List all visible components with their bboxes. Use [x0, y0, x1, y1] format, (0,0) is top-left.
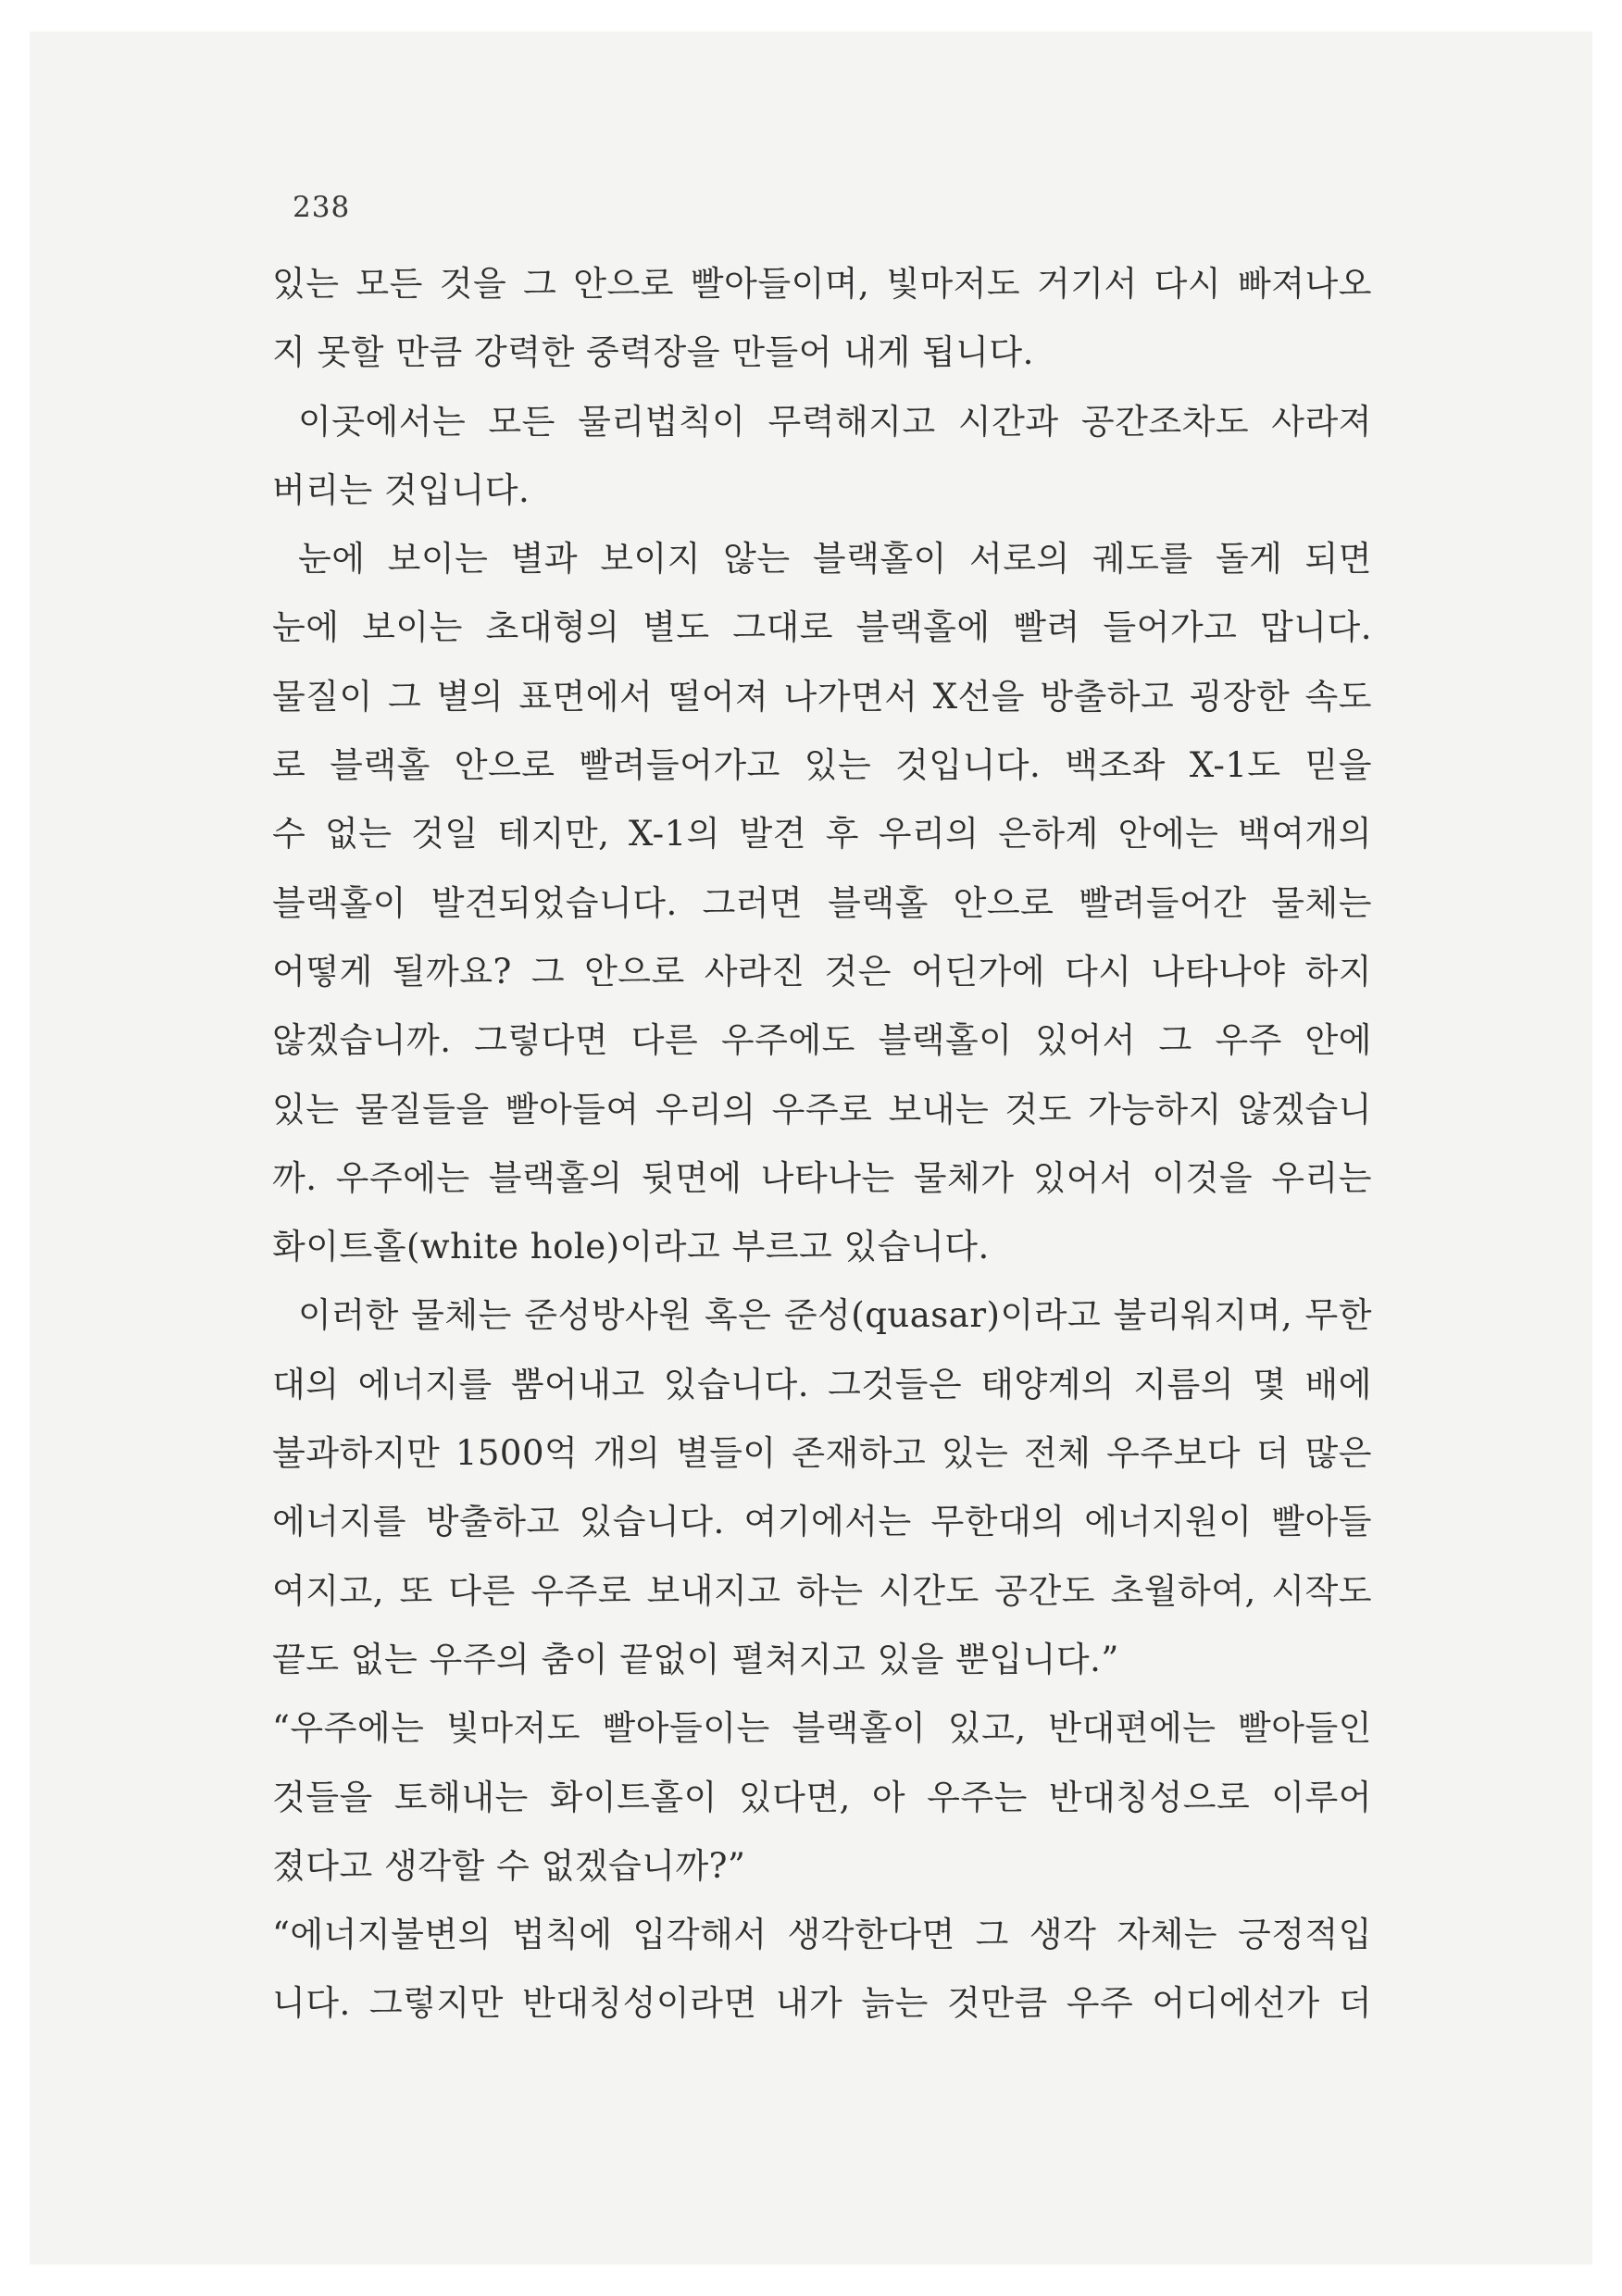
text-line: 블랙홀이 발견되었습니다. 그러면 블랙홀 안으로 빨려들어간 물체는: [272, 882, 1372, 923]
text-line: 대의 에너지를 뿜어내고 있습니다. 그것들은 태양계의 지름의 몇 배에: [272, 1364, 1372, 1404]
text-line: “우주에는 빛마저도 빨아들이는 블랙홀이 있고, 반대편에는 빨아들인: [272, 1708, 1372, 1749]
text-line: 물질이 그 별의 표면에서 떨어져 나가면서 X선을 방출하고 굉장한 속도: [272, 676, 1372, 717]
text-line: 화이트홀(white hole)이라고 부르고 있습니다.: [272, 1227, 990, 1267]
text-line: 에너지를 방출하고 있습니다. 여기에서는 무한대의 에너지원이 빨아들: [272, 1502, 1372, 1542]
text-line: “에너지불변의 법칙에 입각해서 생각한다면 그 생각 자체는 긍정적입: [272, 1915, 1372, 1955]
text-line: 불과하지만 1500억 개의 별들이 존재하고 있는 전체 우주보다 더 많은: [272, 1433, 1372, 1474]
text-line: 버리는 것입니다.: [272, 469, 530, 510]
text-line: 수 없는 것일 테지만, X-1의 발견 후 우리의 은하계 안에는 백여개의: [272, 814, 1372, 855]
body-text: [272, 250, 1372, 2039]
text-line: 까. 우주에는 블랙홀의 뒷면에 나타나는 물체가 있어서 이것을 우리는: [272, 1157, 1372, 1198]
text-line: 눈에 보이는 초대형의 별도 그대로 블랙홀에 빨려 들어가고 맙니다.: [272, 607, 1372, 648]
text-line: 것들을 토해내는 화이트홀이 있다면, 아 우주는 반대칭성으로 이루어: [272, 1777, 1372, 1817]
text-line: 눈에 보이는 별과 보이지 않는 블랙홀이 서로의 궤도를 돌게 되면: [298, 539, 1372, 580]
text-line: 있는 모든 것을 그 안으로 빨아들이며, 빛마저도 거기서 다시 빠져나오: [272, 264, 1372, 304]
page-number: 238: [293, 191, 351, 224]
text-line: 않겠습니까. 그렇다면 다른 우주에도 블랙홀이 있어서 그 우주 안에: [272, 1020, 1372, 1061]
text-line: 있는 물질들을 빨아들여 우리의 우주로 보내는 것도 가능하지 않겠습니: [272, 1089, 1372, 1129]
text-line: 니다. 그렇지만 반대칭성이라면 내가 늙는 것만큼 우주 어디에선가 더: [272, 1983, 1372, 2024]
text-line: 여지고, 또 다른 우주로 보내지고 하는 시간도 공간도 초월하여, 시작도: [272, 1570, 1372, 1611]
text-line: 졌다고 생각할 수 없겠습니까?”: [272, 1845, 746, 1886]
text-line: 지 못할 만큼 강력한 중력장을 만들어 내게 됩니다.: [272, 332, 1034, 373]
text-line: 이곳에서는 모든 물리법칙이 무력해지고 시간과 공간조차도 사라져: [298, 401, 1372, 442]
text-line: 이러한 물체는 준성방사원 혹은 준성(quasar)이라고 불리워지며, 무한: [298, 1295, 1372, 1336]
text-line: 끝도 없는 우주의 춤이 끝없이 펼쳐지고 있을 뿐입니다.”: [272, 1639, 1119, 1679]
text-line: 어떻게 될까요? 그 안으로 사라진 것은 어딘가에 다시 나타나야 하지: [272, 951, 1372, 992]
text-line: 로 블랙홀 안으로 빨려들어가고 있는 것입니다. 백조좌 X-1도 믿을: [272, 745, 1372, 786]
